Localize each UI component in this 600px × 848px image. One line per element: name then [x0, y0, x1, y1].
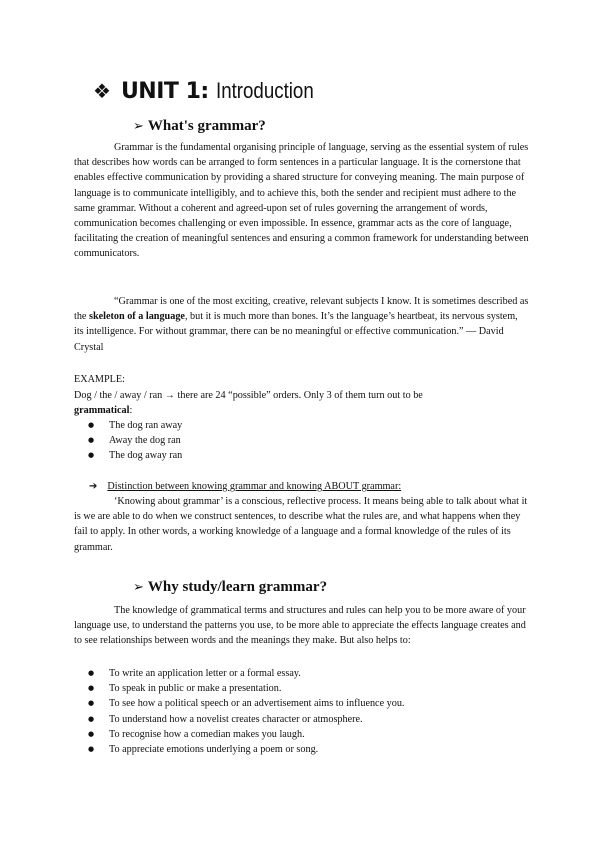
list-item: ● To see how a political speech or an advertisement aims to influence you.: [88, 696, 404, 711]
list-item: ● The dog ran away: [88, 418, 182, 433]
example-emphasis: grammatical: [74, 405, 130, 417]
list-item: ● To write an application letter or a formal essay.: [88, 666, 404, 681]
list-item: ● To speak in public or make a presentation.: [88, 681, 404, 696]
example-text: Dog / the / away / ran → there are 24 “possible” orders. Only 3 of them turn out to be grammatical:: [74, 390, 423, 417]
list-item: ● To understand how a novelist creates character or atmosphere.: [88, 712, 404, 727]
right-arrow-icon: ➔: [89, 481, 98, 492]
example-list: [88, 418, 182, 464]
arrowhead-icon: ➢: [133, 580, 144, 595]
diamond-bullet-icon: ❖: [93, 79, 111, 103]
unit-title: [93, 76, 331, 107]
example-label: EXAMPLE:: [74, 374, 125, 385]
list-item: ● The dog away ran: [88, 448, 182, 463]
section-heading-whats-grammar: ➢ What's grammar?: [133, 118, 266, 134]
quote-emphasis: skeleton of a language: [89, 311, 185, 323]
list-item: ● To recognise how a comedian makes you laugh.: [88, 727, 404, 742]
list-item: ● To appreciate emotions underlying a poem or song.: [88, 742, 404, 757]
why-study-paragraph: The knowledge of grammatical terms and structures and rules can help you to be more aware of your language use, to understand the patterns you use, to be more able to appreciate the effects language creates and to see relationships between words and the meanings they make. But also helps to:: [74, 605, 526, 647]
arrowhead-icon: ➢: [133, 119, 144, 134]
grammar-definition-paragraph: Grammar is the fundamental organising principle of language, serving as the essential system of rules that describes how words can be arranged to form sentences in a particular language. It is the cornerstone that enables effective communication by providing a shared structure for conveying meaning. The main purpose of language is to communicate intelligibly, and to achieve this, both the sender and recipient must adhere to the same grammar. Without a coherent and agreed-upon set of rules governing the arrangement of words, communication becomes challenging or even impossible. In essence, grammar acts as the core of language, facilitating the creation of meaningful sentences and ensuring a common framework for understanding between communicators.: [74, 142, 529, 260]
crystal-quote: “Grammar is one of the most exciting, creative, relevant subjects I know. It is sometimes described as the skeleton of a language, but it is much more than bones. It’s the language’s heartbeat, its nervous system, its intelligence. For without grammar, there can be no meaningful or effective communication.” — David Crystal: [74, 296, 529, 353]
unit-name: Introduction: [215, 78, 314, 103]
distinction-paragraph: ‘Knowing about grammar’ is a conscious, reflective process. It means being able to talk about what it is we are able to do when we construct sentences, to describe what the rules are, and what happens when they fail to apply. In other words, a working knowledge of a language and a formal knowledge of the rules of its grammar.: [74, 496, 528, 553]
distinction-heading: ➔ Distinction between knowing grammar and knowing ABOUT grammar:: [89, 481, 402, 492]
section-heading-why-study: ➢ Why study/learn grammar?: [133, 579, 328, 595]
reasons-list: [88, 666, 404, 757]
unit-number: UNIT 1:: [120, 79, 209, 104]
list-item: ● Away the dog ran: [88, 433, 182, 448]
